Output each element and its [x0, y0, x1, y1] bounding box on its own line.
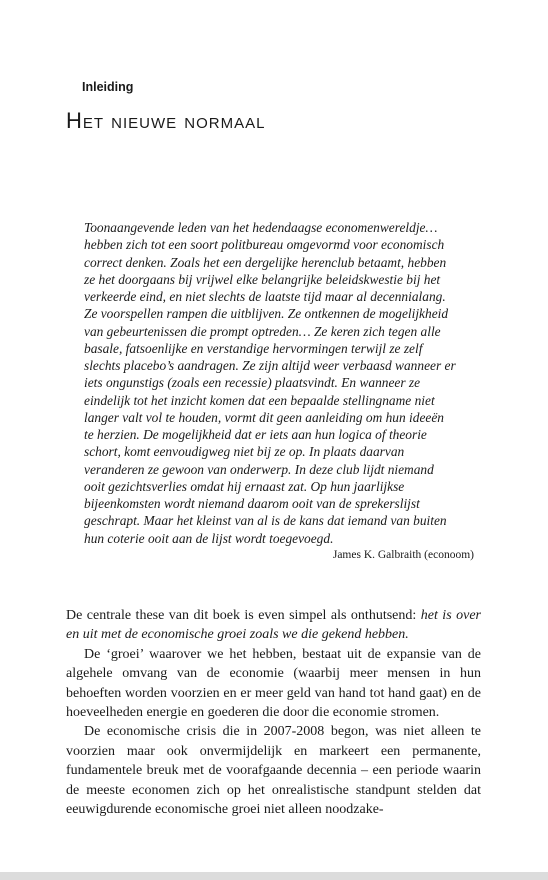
epigraph-line: te herzien. De mogelijkheid dat er iets aan hun logica of theorie: [84, 427, 427, 442]
epigraph-line: basale, fatsoenlijke en verstandige hervormingen terwijl ze zelf: [84, 340, 423, 356]
epigraph: [84, 219, 474, 561]
paragraph-emphasis: het is over en uit met de economische groei zoals we die gekend hebben.: [66, 608, 481, 643]
epigraph-line: hebben zich tot een soort politbureau omgevormd voor economisch: [84, 237, 445, 253]
epigraph-line: correct denken. Zoals het een dergelijke herenclub betaamt, hebben: [84, 254, 447, 270]
paragraph-growth-definition: De ‘groei’ waarover we het hebben, bestaat uit de expansie van de algehele omvang van de economie (waarbij meer mensen in hun behoeften worden voorzien en er meer geld van hand tot hand gaat) en de hoeveelheden energie en goederen die door die economie stromen.: [66, 646, 481, 721]
epigraph-line: verkeerde eind, en niet slechts de laatste tijd maar al decennialang.: [84, 289, 446, 304]
paragraph-crisis: De economische crisis die in 2007-2008 begon, was niet alleen te voorzien maar ook onvermijdelijk en markeert een permanente, fundamentele breuk met de voorafgaande decennia – een periode waarin de meeste economen zich op het onrealistische standpunt stelden dat eeuwigdurende economische groei niet alleen noodzake-: [66, 724, 481, 818]
epigraph-line: Ze voorspellen rampen die uitblijven. Ze ontkennen de mogelijkheid: [84, 306, 449, 322]
body-text: [66, 606, 481, 819]
chapter-title: Het nieuwe normaal: [66, 108, 266, 133]
section-label: Inleiding: [82, 80, 134, 94]
epigraph-line: langer valt vol te houden, vormt dit geen aanleiding om hun ideeën: [84, 409, 444, 425]
page-bottom-edge: [0, 872, 548, 880]
epigraph-line: hun coterie ooit aan de lijst wordt toegevoegd.: [84, 530, 334, 546]
epigraph-line: Toonaangevende leden van het hedendaagse economenwereldje…: [84, 220, 438, 235]
epigraph-line: schort, komt eenvoudigweg niet bij ze op. In plaats daarvan: [84, 444, 405, 460]
epigraph-line: van gebeurtenissen die prompt optreden… Ze keren zich tegen alle: [84, 323, 441, 339]
epigraph-line: slechts placebo’s aandragen. Ze zijn altijd weer verbaasd wanneer er: [84, 358, 456, 373]
epigraph-line: ze het doorgaans bij vrijwel elke belangrijke beleidskwestie bij het: [84, 271, 441, 287]
paragraph-text: De centrale these van dit boek is even simpel als onthutsend:: [66, 608, 421, 623]
paragraph-thesis: [66, 606, 481, 645]
epigraph-line: geschrapt. Maar het kleinst van al is de kans dat iemand van buiten: [84, 513, 447, 529]
epigraph-line: eindelijk tot het inzicht komen dat een bepaalde stellingname niet: [84, 392, 435, 408]
epigraph-line: ooit gezichtsverlies omdat hij ernaast zat. Op hun jaarlijkse: [84, 478, 405, 494]
epigraph-line: iets ongunstigs (zoals een recessie) plaatsvindt. En wanneer ze: [84, 375, 421, 391]
epigraph-line: veranderen ze gewoon van onderwerp. In deze club lijdt niemand: [84, 461, 434, 477]
epigraph-author: James K. Galbraith (econoom): [332, 548, 474, 561]
epigraph-line: bijeenkomsten wordt niemand daarom ooit van de sprekerslijst: [84, 496, 420, 511]
